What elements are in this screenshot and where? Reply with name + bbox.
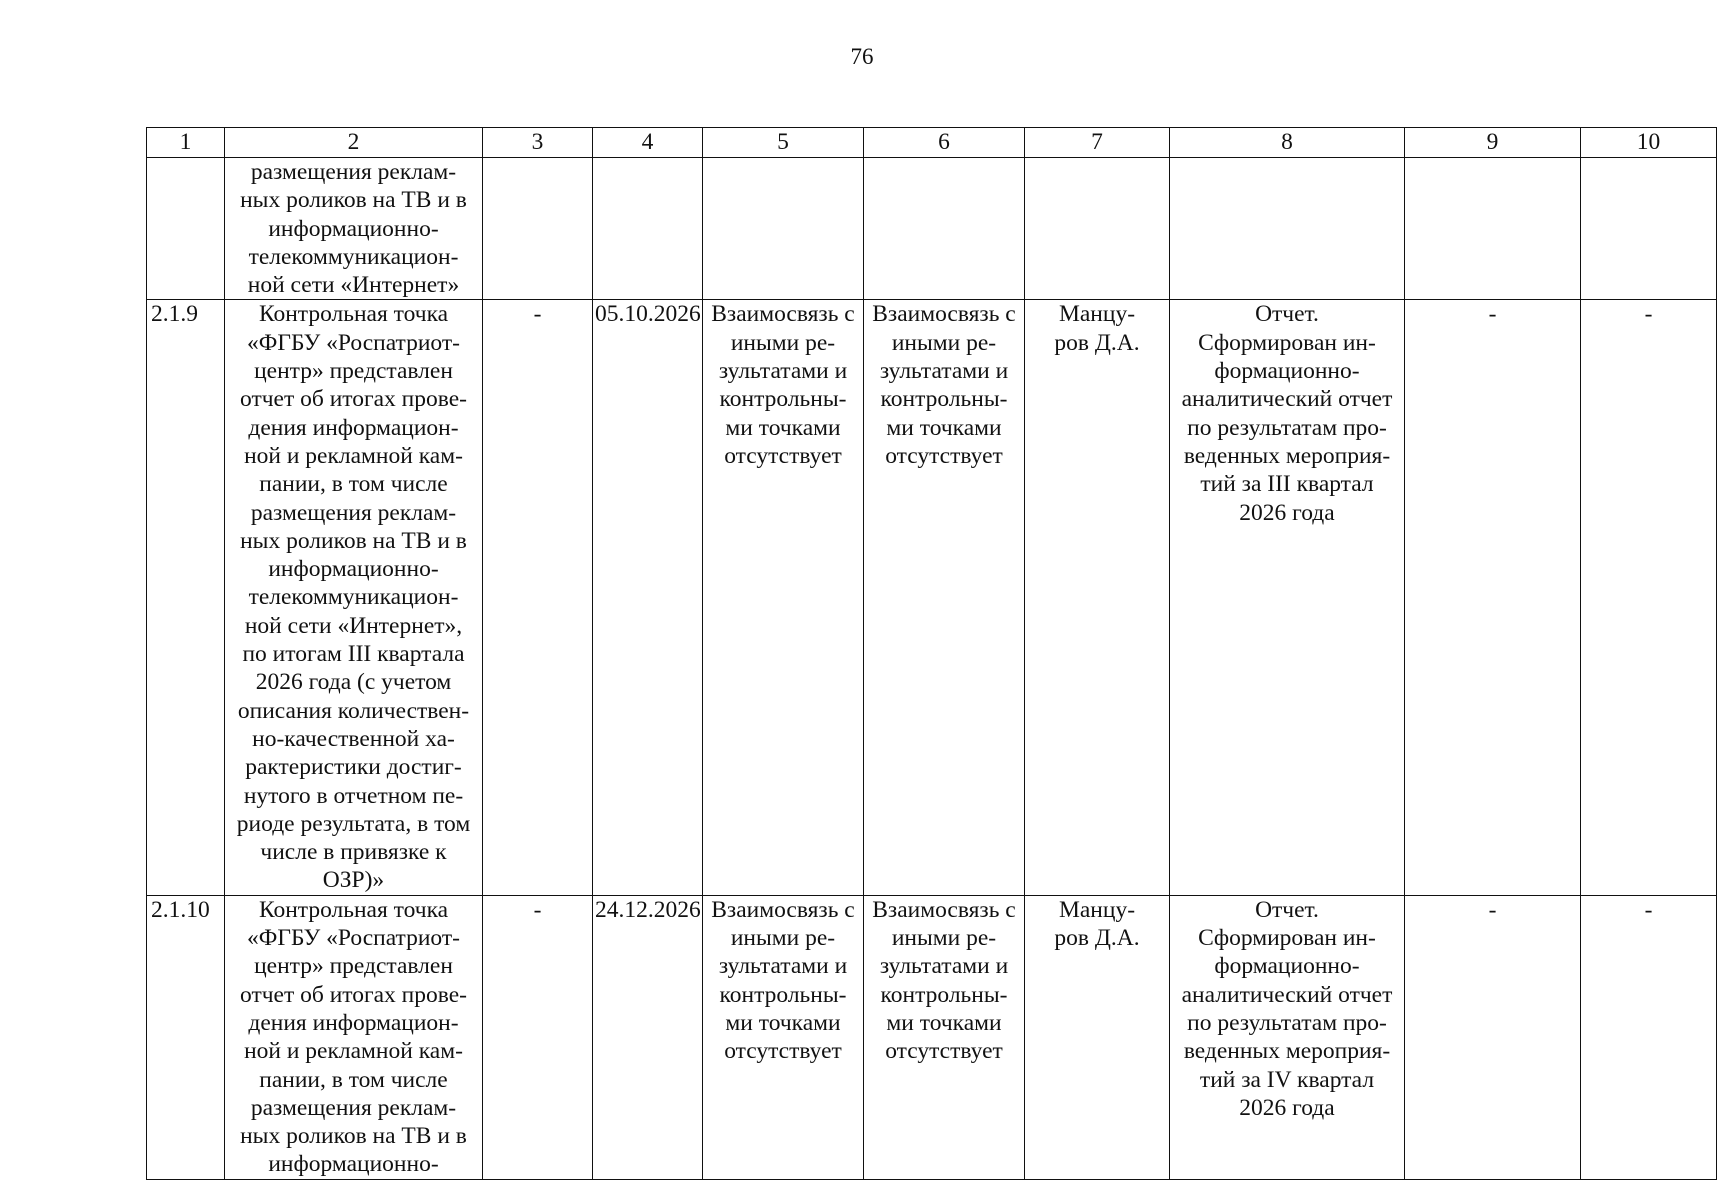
relation-cell-2: Взаимосвязь с иными ре- зультатами и контрольны- ми точками отсутствует bbox=[864, 895, 1025, 1179]
page-number: 76 bbox=[850, 44, 874, 69]
column-header-8: 8 bbox=[1170, 128, 1405, 158]
col3-cell: - bbox=[483, 895, 593, 1179]
row-number-cell: 2.1.10 bbox=[147, 895, 225, 1179]
col9-cell: - bbox=[1405, 895, 1581, 1179]
column-header-10: 10 bbox=[1581, 128, 1717, 158]
relation-cell bbox=[703, 158, 864, 300]
name-cell: размещения реклам- ных роликов на ТВ и в информационно- телекоммуникацион- ной сети «Интернет» bbox=[225, 158, 483, 300]
responsible-cell: Манцу- ров Д.А. bbox=[1025, 300, 1170, 895]
column-header-9: 9 bbox=[1405, 128, 1581, 158]
table-row bbox=[147, 158, 1717, 300]
date-cell: 05.10.2026 bbox=[593, 300, 703, 895]
date-cell bbox=[593, 158, 703, 300]
result-cell: Отчет. Сформирован ин- формационно- аналитический отчет по результатам про- веденных мероприя- тий за IV квартал 2026 года bbox=[1170, 895, 1405, 1179]
responsible-cell: Манцу- ров Д.А. bbox=[1025, 895, 1170, 1179]
name-cell: Контрольная точка «ФГБУ «Роспатриот- центр» представлен отчет об итогах прове- дения информацион- ной и рекламной кам- пании, в том числе размещения реклам- ных роликов на ТВ и в информационно- телекоммуникацион- ной сети «Интернет», по итогам III квартала 2026 года (с учетом описания количествен- но-качественной ха- рактеристики достиг- нутого в отчетном пе- риоде результата, в том числе в привязке к ОЗР)» bbox=[225, 300, 483, 895]
row-number-cell: 2.1.9 bbox=[147, 300, 225, 895]
col3-cell bbox=[483, 158, 593, 300]
relation-cell: Взаимосвязь с иными ре- зультатами и контрольны- ми точками отсутствует bbox=[703, 895, 864, 1179]
column-header-3: 3 bbox=[483, 128, 593, 158]
relation-cell: Взаимосвязь с иными ре- зультатами и контрольны- ми точками отсутствует bbox=[703, 300, 864, 895]
relation-cell-2 bbox=[864, 158, 1025, 300]
col9-cell bbox=[1405, 158, 1581, 300]
result-cell bbox=[1170, 158, 1405, 300]
relation-cell-2: Взаимосвязь с иными ре- зультатами и контрольны- ми точками отсутствует bbox=[864, 300, 1025, 895]
column-header-4: 4 bbox=[593, 128, 703, 158]
table-row bbox=[147, 895, 1717, 1179]
name-cell: Контрольная точка «ФГБУ «Роспатриот- центр» представлен отчет об итогах прове- дения информацион- ной и рекламной кам- пании, в том числе размещения реклам- ных роликов на ТВ и в информационно- bbox=[225, 895, 483, 1179]
column-header-6: 6 bbox=[864, 128, 1025, 158]
table-row bbox=[147, 300, 1717, 895]
row-number-cell bbox=[147, 158, 225, 300]
column-header-7: 7 bbox=[1025, 128, 1170, 158]
column-header-2: 2 bbox=[225, 128, 483, 158]
col10-cell: - bbox=[1581, 300, 1717, 895]
header-row bbox=[147, 128, 1717, 158]
column-header-1: 1 bbox=[147, 128, 225, 158]
col9-cell: - bbox=[1405, 300, 1581, 895]
date-cell: 24.12.2026 bbox=[593, 895, 703, 1179]
col3-cell: - bbox=[483, 300, 593, 895]
column-header-5: 5 bbox=[703, 128, 864, 158]
control-points-table bbox=[146, 127, 1717, 1180]
result-cell: Отчет. Сформирован ин- формационно- аналитический отчет по результатам про- веденных мероприя- тий за III квартал 2026 года bbox=[1170, 300, 1405, 895]
responsible-cell bbox=[1025, 158, 1170, 300]
col10-cell bbox=[1581, 158, 1717, 300]
col10-cell: - bbox=[1581, 895, 1717, 1179]
